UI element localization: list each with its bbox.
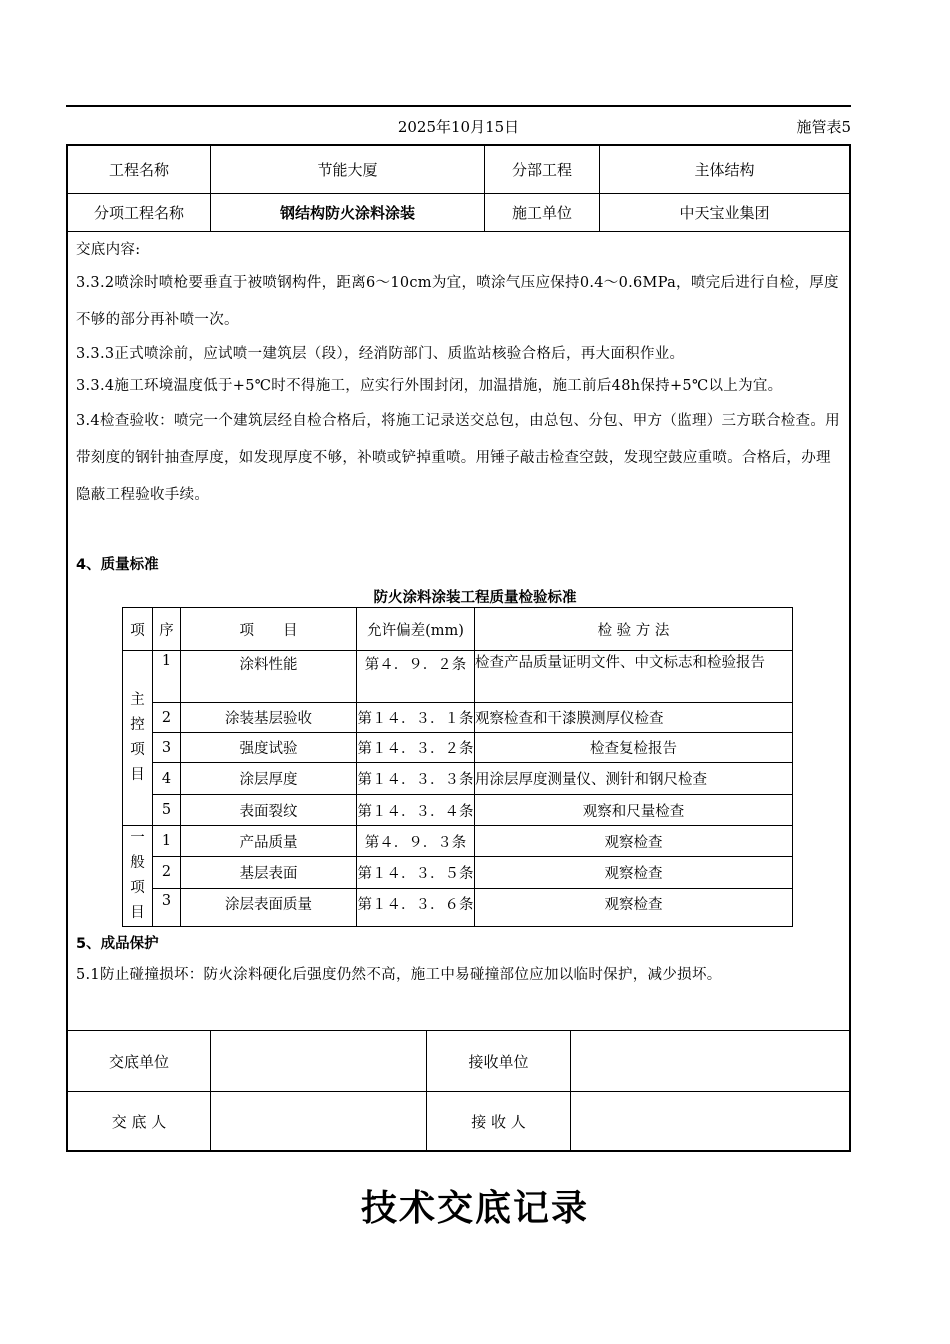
table-row	[123, 763, 793, 795]
table-row	[123, 703, 793, 733]
method-cell: 观察检查	[475, 857, 793, 888]
item-cell: 涂料性能	[181, 651, 357, 703]
item-cell: 强度试验	[181, 733, 357, 763]
item-cell: 表面裂纹	[181, 795, 357, 826]
table-row	[123, 795, 793, 826]
division-value: 主体结构	[694, 161, 755, 179]
tolerance-cell: 第１４．３．４条	[357, 795, 475, 826]
seq-cell: 1	[153, 826, 181, 857]
paragraph: 3.3.2喷涂时喷枪要垂直于被喷钢构件，距离6～10cm为宜，喷涂气压应保持0.4～0.6MPa，喷完后进行自检，厚度不够的部分再补喷一次。	[76, 275, 839, 328]
contractor-label: 施工单位	[511, 204, 572, 222]
method-cell: 观察检查和干漆膜测厚仪检查	[475, 703, 793, 733]
paragraph: 3.4检查验收：喷完一个建筑层经自检合格后，将施工记录送交总包，由总包、分包、甲方（监理）三方联合检查。用带刻度的钢针抽查厚度，如发现厚度不够，补喷或铲掉重喷。用锤子敲击检查空鼓，发现空鼓应重喷。合格后，办理隐蔽工程验收手续。	[76, 413, 840, 503]
receiver-field[interactable]	[571, 1092, 849, 1150]
row-divider	[68, 231, 849, 232]
tolerance-cell: 第１４．３．２条	[357, 733, 475, 763]
date: 2025年10月15日	[397, 118, 520, 136]
method-cell: 用涂层厚度测量仪、测针和钢尺检查	[475, 763, 793, 795]
paragraph: 3.3.3正式喷涂前，应试喷一建筑层（段），经消防部门、质监站核验合格后，再大面积作业。	[76, 346, 685, 362]
item-cell: 涂层表面质量	[181, 888, 357, 926]
seq-cell: 3	[153, 888, 181, 926]
receiving-unit-label: 接收单位	[468, 1052, 529, 1071]
handover-unit-label: 交底单位	[108, 1052, 169, 1071]
header-seq: 序	[153, 608, 181, 651]
quality-table-title: 防火涂料涂装工程质量检验标准	[373, 590, 577, 606]
project-name-label: 工程名称	[108, 161, 169, 179]
tolerance-cell: 第４．９．２条	[357, 651, 475, 703]
subitem-value: 钢结构防火涂料涂装	[279, 204, 415, 222]
method-cell: 观察和尺量检查	[475, 795, 793, 826]
content-body	[76, 265, 842, 514]
method-cell: 检查复检报告	[475, 733, 793, 763]
main-control-label: 主控项目	[123, 651, 153, 826]
paragraph: 3.3.4施工环境温度低于+5℃时不得施工，应实行外围封闭，加温措施，施工前后48h保持+5℃以上为宜。	[76, 378, 783, 394]
section-heading: 4、质量标准	[76, 557, 159, 573]
form-number: 施管表5	[796, 118, 851, 136]
table-row	[123, 733, 793, 763]
content-intro: 交底内容:	[76, 242, 141, 258]
seq-cell: 2	[153, 857, 181, 888]
item-cell: 产品质量	[181, 826, 357, 857]
method-cell: 观察检查	[475, 888, 793, 926]
receiving-unit-field[interactable]	[571, 1031, 849, 1091]
tolerance-cell: 第１４．３．３条	[357, 763, 475, 795]
paragraph: 5.1防止碰撞损坏：防火涂料硬化后强度仍然不高，施工中易碰撞部位应加以临时保护，减少损坏。	[76, 967, 722, 983]
seq-cell: 4	[153, 763, 181, 795]
table-header-row	[123, 608, 793, 651]
tolerance-cell: 第１４．３．１条	[357, 703, 475, 733]
section-heading: 5、成品保护	[76, 936, 159, 952]
method-cell: 观察检查	[475, 826, 793, 857]
table-row	[123, 651, 793, 703]
seq-cell: 5	[153, 795, 181, 826]
top-rule	[66, 105, 851, 107]
seq-cell: 2	[153, 703, 181, 733]
receiver-label: 接 收 人	[471, 1112, 526, 1131]
table-row	[123, 888, 793, 926]
header-item: 项 目	[181, 608, 357, 651]
table-row	[123, 826, 793, 857]
handover-person-field[interactable]	[211, 1092, 426, 1150]
general-item-label: 一般项目	[123, 826, 153, 927]
header-tolerance: 允许偏差(mm)	[357, 608, 475, 651]
tolerance-cell: 第１４．３．５条	[357, 857, 475, 888]
item-cell: 涂层厚度	[181, 763, 357, 795]
division-label: 分部工程	[511, 161, 572, 179]
tolerance-cell: 第４．９．３条	[357, 826, 475, 857]
project-name-value: 节能大厦	[317, 161, 378, 179]
seq-cell: 1	[153, 651, 181, 703]
subitem-label: 分项工程名称	[93, 204, 184, 222]
handover-person-label: 交 底 人	[111, 1112, 167, 1131]
item-cell: 涂装基层验收	[181, 703, 357, 733]
header-method: 检 验 方 法	[475, 608, 793, 651]
tolerance-cell: 第１４．３．６条	[357, 888, 475, 926]
document-title: 技术交底记录	[360, 1188, 589, 1229]
header-category: 项	[123, 608, 153, 651]
table-row	[123, 857, 793, 888]
method-cell: 检查产品质量证明文件、中文标志和检验报告	[475, 651, 793, 703]
handover-unit-field[interactable]	[211, 1031, 426, 1091]
seq-cell: 3	[153, 733, 181, 763]
contractor-value: 中天宝业集团	[679, 204, 770, 222]
item-cell: 基层表面	[181, 857, 357, 888]
quality-table	[122, 607, 793, 927]
